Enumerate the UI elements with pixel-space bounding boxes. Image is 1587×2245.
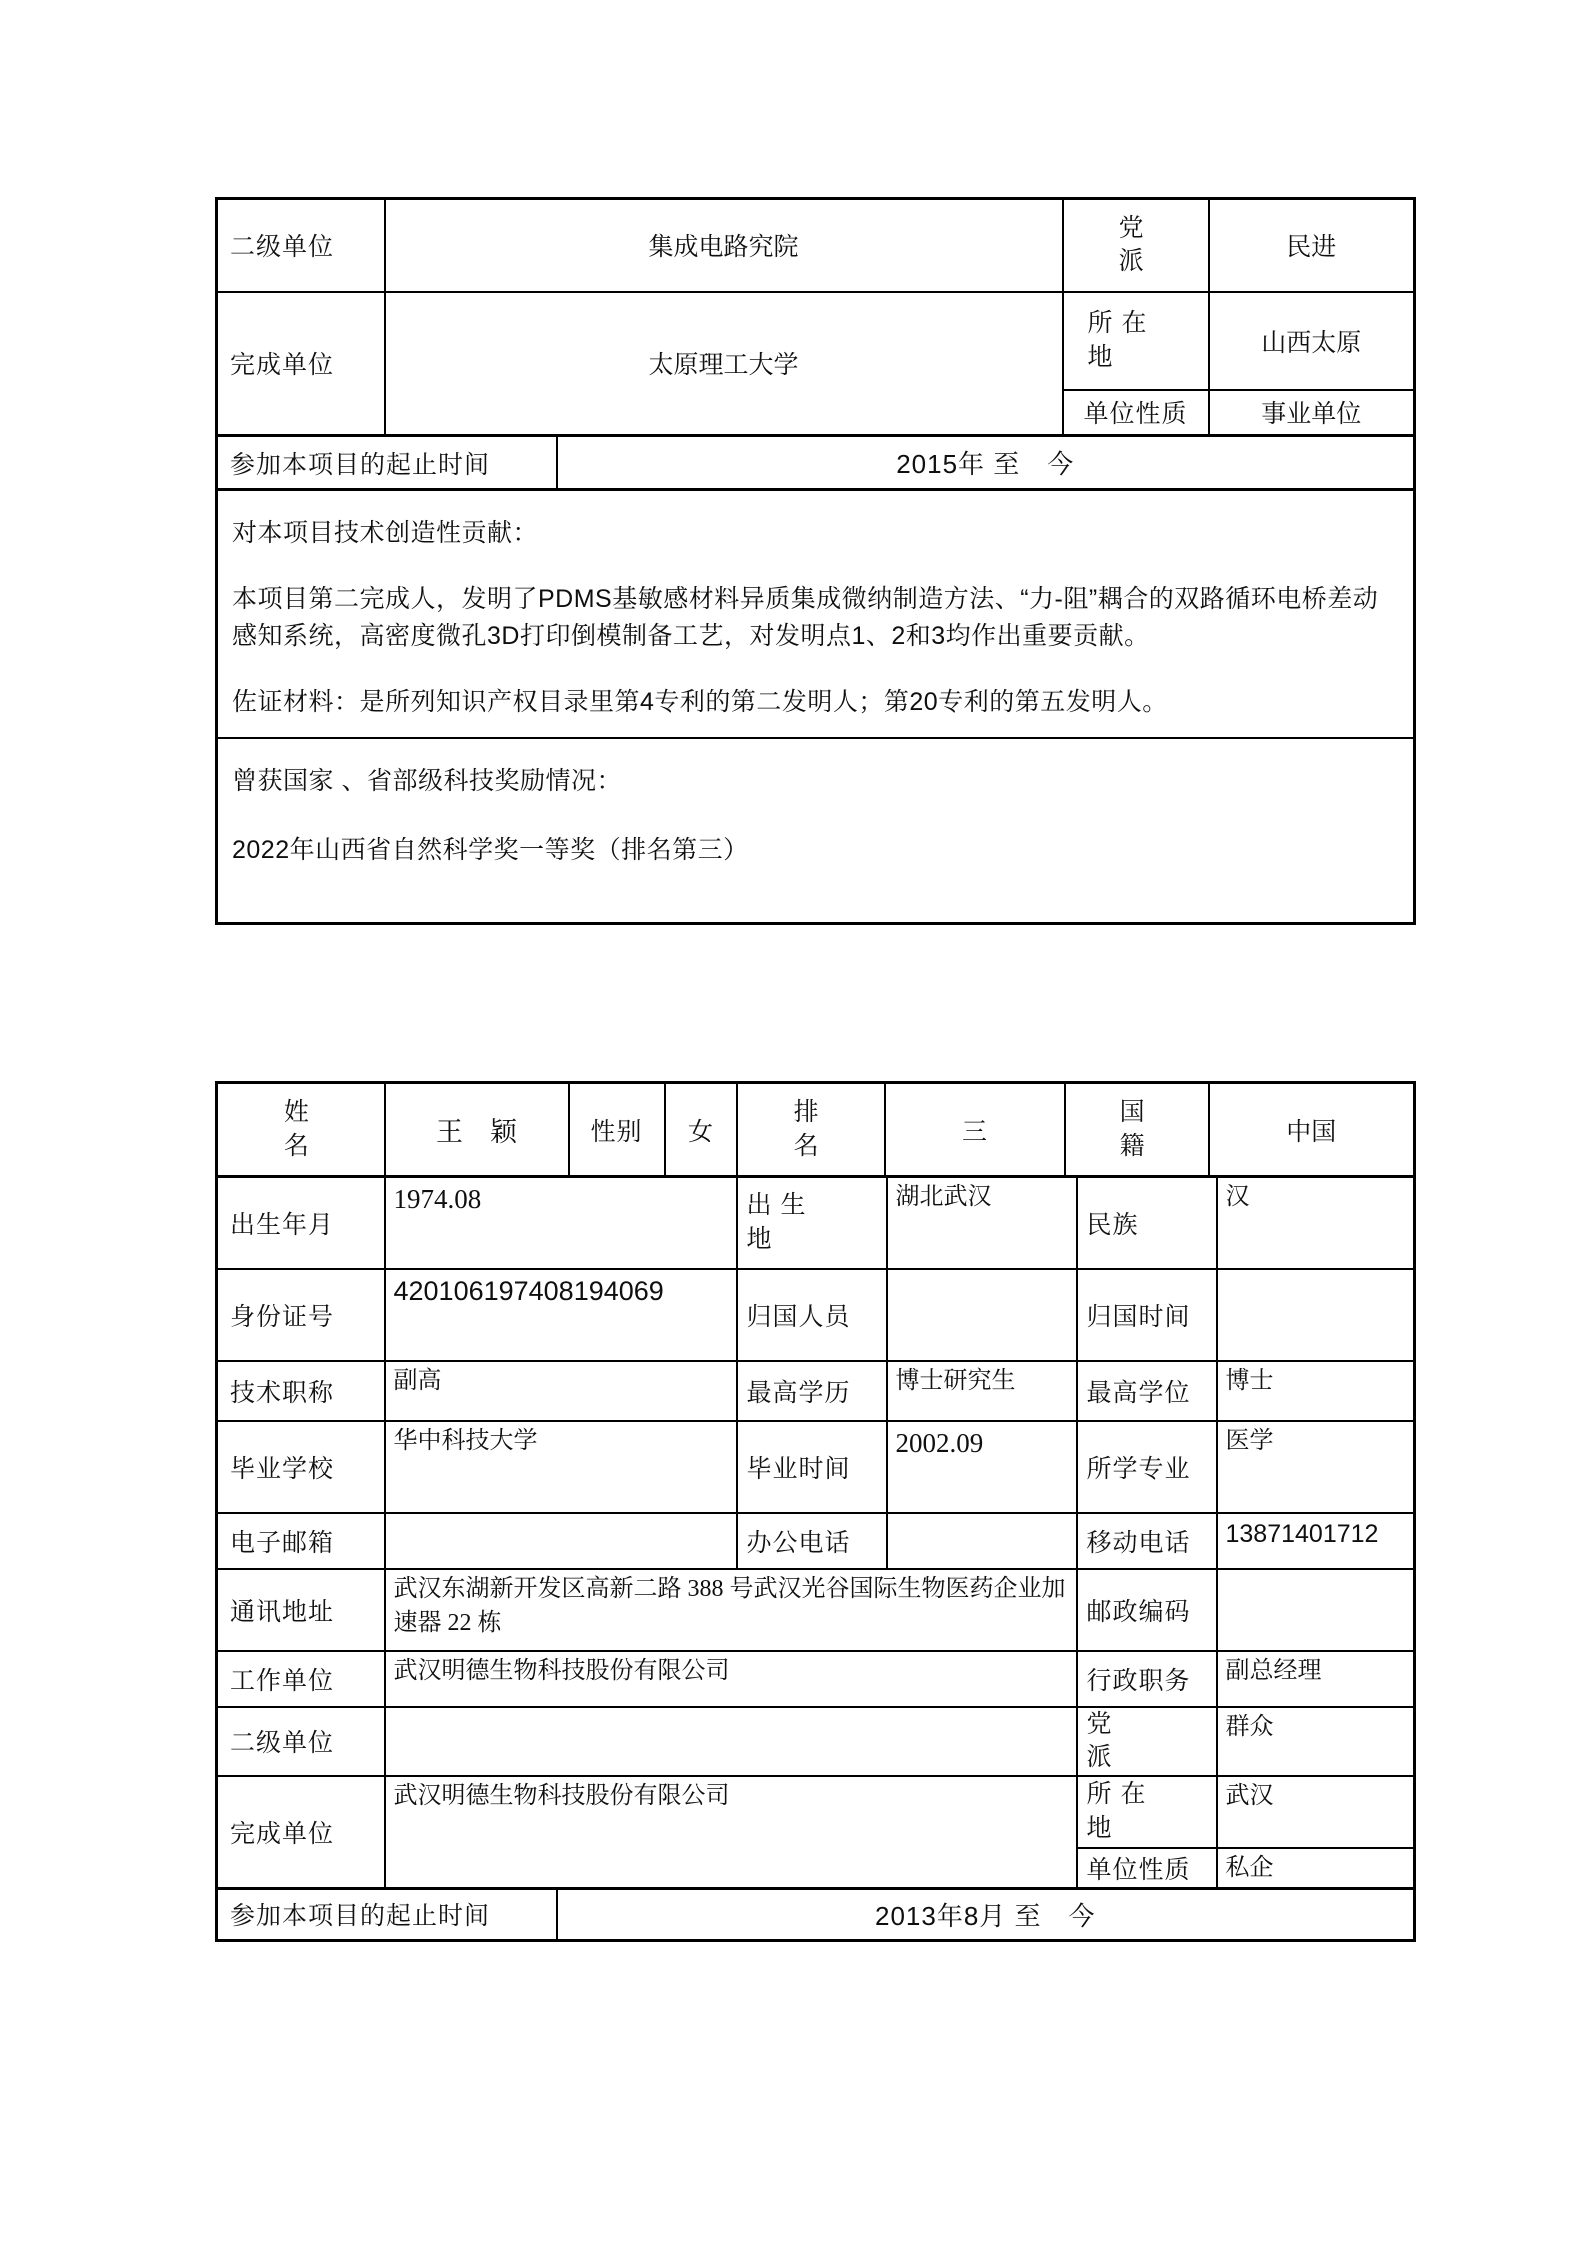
t2-major-label: 所学专业 xyxy=(1077,1421,1217,1513)
t2-id-value: 420106197408194069 xyxy=(385,1269,737,1361)
t2-nationality-value: 中国 xyxy=(1209,1083,1415,1177)
t1-party-value: 民进 xyxy=(1209,199,1415,292)
table1-unit-info xyxy=(215,197,1416,437)
t2-location-value: 武汉 xyxy=(1217,1776,1415,1848)
t2-secondary-unit-label: 二级单位 xyxy=(217,1707,385,1777)
t2-address-value: 武汉东湖新开发区高新二路 388 号武汉光谷国际生物医药企业加速器 22 栋 xyxy=(385,1569,1077,1651)
t2-gender-value: 女 xyxy=(665,1083,737,1177)
t1-contribution-block xyxy=(217,490,1415,738)
t1-contribution-body: 本项目第二完成人，发明了PDMS基敏感材料异质集成微纳制造方法、“力-阻”耦合的双路循环电桥差动感知系统，高密度微孔3D打印倒模制备工艺，对发明点1、2和3均作出重要贡献。 xyxy=(232,584,1379,650)
t1-location-label-text: 所 在 地 xyxy=(1087,308,1148,371)
t2-secondary-unit-value xyxy=(385,1707,1077,1777)
t2-email-value xyxy=(385,1513,737,1569)
t1-awards-block xyxy=(217,738,1415,924)
t2-id-label: 身份证号 xyxy=(217,1269,385,1361)
t1-awards-title: 曾获国家 、省部级科技奖励情况： xyxy=(232,766,622,795)
t2-office-phone-label: 办公电话 xyxy=(737,1513,887,1569)
t1-party-label xyxy=(1063,199,1209,292)
t2-returnee-label: 归国人员 xyxy=(737,1269,887,1361)
t1-awards-body: 2022年山西省自然科学奖一等奖（排名第三） xyxy=(232,836,749,864)
t2-address-label: 通讯地址 xyxy=(217,1569,385,1651)
t2-school-label: 毕业学校 xyxy=(217,1421,385,1513)
table1-text-blocks xyxy=(215,488,1416,925)
t2-completing-unit-label: 完成单位 xyxy=(217,1776,385,1888)
t2-grad-time-label: 毕业时间 xyxy=(737,1421,887,1513)
t1-contribution-title: 对本项目技术创造性贡献： xyxy=(232,519,539,547)
t2-returnee-value xyxy=(887,1269,1077,1361)
t2-postcode-label: 邮政编码 xyxy=(1077,1569,1217,1651)
t2-location-label-text: 所 在 地 xyxy=(1086,1780,1147,1842)
t2-completing-unit-value: 武汉明德生物科技股份有限公司 xyxy=(385,1776,1077,1888)
t1-duration-label: 参加本项目的起止时间 xyxy=(217,436,557,490)
t2-degree-label: 最高学位 xyxy=(1077,1361,1217,1421)
table2-duration-row xyxy=(215,1887,1416,1942)
t1-secondary-unit-label: 二级单位 xyxy=(217,199,385,292)
t1-secondary-unit-value: 集成电路究院 xyxy=(385,199,1063,292)
t2-grad-time-value: 2002.09 xyxy=(887,1421,1077,1513)
t2-duration-value: 2013年8月 至 今 xyxy=(557,1888,1415,1940)
t2-birth-date-value: 1974.08 xyxy=(385,1177,737,1269)
t2-admin-value: 副总经理 xyxy=(1217,1651,1415,1707)
t2-employer-label: 工作单位 xyxy=(217,1651,385,1707)
t2-ethnicity-label: 民族 xyxy=(1077,1177,1217,1269)
t1-party-label-text: 党 派 xyxy=(1118,213,1145,276)
t2-return-time-value xyxy=(1217,1269,1415,1361)
table1-duration-row xyxy=(215,434,1416,491)
t2-birth-place-value: 湖北武汉 xyxy=(887,1177,1077,1269)
t2-gender-label: 性别 xyxy=(569,1083,665,1177)
t2-return-time-label: 归国时间 xyxy=(1077,1269,1217,1361)
t2-degree-value: 博士 xyxy=(1217,1361,1415,1421)
t2-party-label xyxy=(1077,1707,1217,1777)
t2-tech-title-value: 副高 xyxy=(385,1361,737,1421)
t2-birth-place-label-text: 出 生 地 xyxy=(746,1191,807,1253)
t1-location-label xyxy=(1063,292,1209,390)
t2-school-value: 华中科技大学 xyxy=(385,1421,737,1513)
t2-birth-place-label xyxy=(737,1177,887,1269)
t1-duration-value: 2015年 至 今 xyxy=(557,436,1415,490)
t1-contribution-evidence: 佐证材料：是所列知识产权目录里第4专利的第二发明人；第20专利的第五发明人。 xyxy=(232,687,1168,716)
t2-tech-title-label: 技术职称 xyxy=(217,1361,385,1421)
t2-postcode-value xyxy=(1217,1569,1415,1651)
t1-completing-unit-value: 太原理工大学 xyxy=(385,292,1063,436)
t2-birth-date-label: 出生年月 xyxy=(217,1177,385,1269)
t2-employer-value: 武汉明德生物科技股份有限公司 xyxy=(385,1651,1077,1707)
t2-rank-label xyxy=(737,1083,885,1177)
t2-office-phone-value xyxy=(887,1513,1077,1569)
t2-education-label: 最高学历 xyxy=(737,1361,887,1421)
t2-mobile-value: 13871401712 xyxy=(1217,1513,1415,1569)
t2-nationality-label xyxy=(1065,1083,1209,1177)
t2-name-value: 王 颖 xyxy=(385,1083,569,1177)
t1-unit-nature-value: 事业单位 xyxy=(1209,390,1415,436)
t2-unit-nature-value: 私企 xyxy=(1217,1848,1415,1888)
t1-unit-nature-label: 单位性质 xyxy=(1063,390,1209,436)
t2-rank-value: 三 xyxy=(885,1083,1065,1177)
t2-admin-label: 行政职务 xyxy=(1077,1651,1217,1707)
table2-body xyxy=(215,1175,1416,1890)
t2-email-label: 电子邮箱 xyxy=(217,1513,385,1569)
table2-header-row xyxy=(215,1081,1416,1178)
t2-ethnicity-value: 汉 xyxy=(1217,1177,1415,1269)
t2-duration-label: 参加本项目的起止时间 xyxy=(217,1888,557,1940)
t2-rank-label-text: 排 名 xyxy=(793,1097,820,1160)
t2-name-label-text: 姓 名 xyxy=(283,1097,310,1160)
t2-nationality-label-text: 国 籍 xyxy=(1119,1097,1146,1160)
t2-party-value: 群众 xyxy=(1217,1707,1415,1777)
t2-unit-nature-label: 单位性质 xyxy=(1077,1848,1217,1888)
t1-completing-unit-label: 完成单位 xyxy=(217,292,385,436)
t2-name-label xyxy=(217,1083,385,1177)
t2-location-label xyxy=(1077,1776,1217,1848)
t2-education-value: 博士研究生 xyxy=(887,1361,1077,1421)
t1-location-value: 山西太原 xyxy=(1209,292,1415,390)
t2-party-label-text: 党 派 xyxy=(1086,1709,1113,1772)
t2-mobile-label: 移动电话 xyxy=(1077,1513,1217,1569)
t2-major-value: 医学 xyxy=(1217,1421,1415,1513)
